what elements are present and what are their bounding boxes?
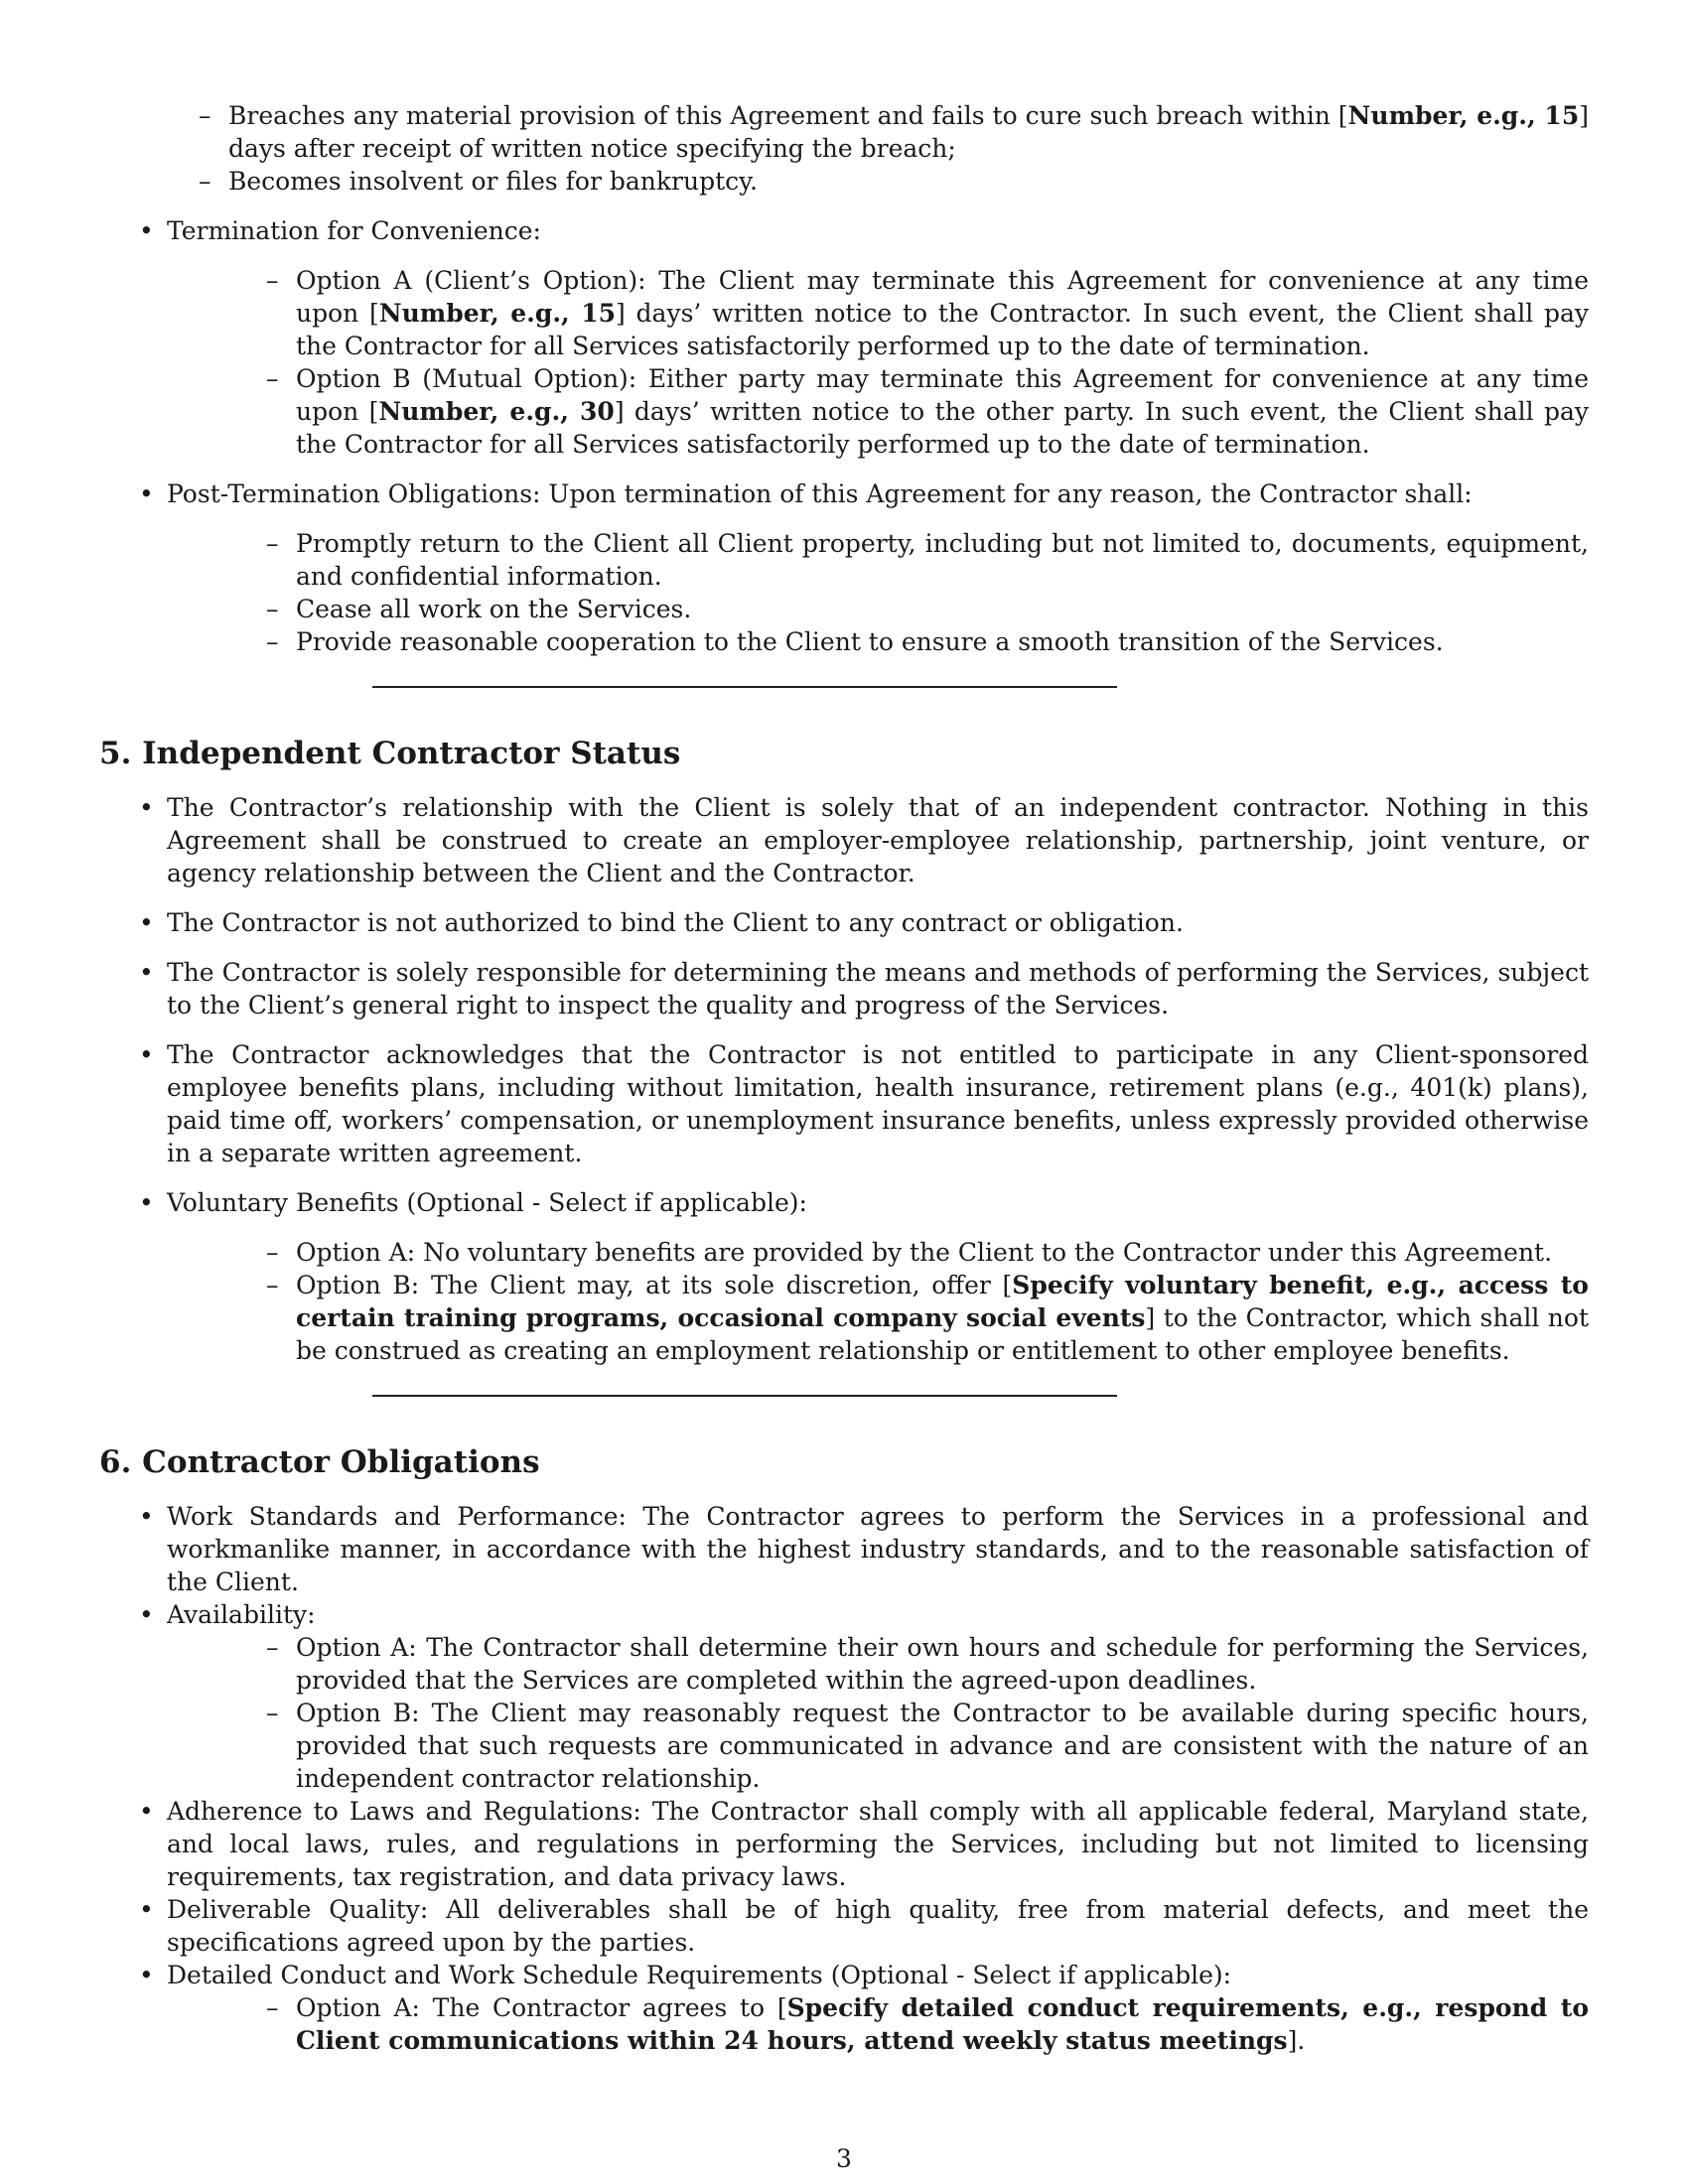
sub-list-item	[99, 165, 1589, 198]
section-divider	[372, 1395, 1117, 1397]
placeholder-field: Number, e.g., 15	[378, 299, 617, 328]
list-item	[99, 1186, 1589, 1367]
sub-list-item	[167, 264, 1589, 362]
sub-list-item	[167, 1269, 1589, 1367]
placeholder-field: Specify detailed conduct requirements, e.g., respond to Client communications within 24 hours, attend weekly status meetings	[296, 1993, 1589, 2055]
text-run: Option B: The Client may reasonably request the Contractor to be available during specific hours, provided that such requests are communicated in advance and are consistent with the nature of an independent contractor relationship.	[296, 1699, 1589, 1793]
page-number: 3	[836, 2144, 852, 2173]
sub-list-item	[167, 1991, 1589, 2057]
list-item	[99, 1500, 1589, 1598]
sub-list-item	[167, 362, 1589, 461]
placeholder-field: Number, e.g., 15	[1347, 101, 1580, 130]
sub-list-item	[167, 1236, 1589, 1269]
list-item-text: • Detailed Conduct and Work Schedule Requirements (Optional - Select if applicable):	[167, 1961, 1232, 1989]
sub-list-item	[167, 527, 1589, 593]
sub-list	[167, 527, 1589, 658]
section-heading-independent-contractor-status: 5. Independent Contractor Status	[99, 736, 681, 771]
sub-list	[167, 1236, 1589, 1367]
list-item-text: • Termination for Convenience:	[167, 216, 541, 245]
sub-list-item	[99, 99, 1589, 165]
text-run: Becomes insolvent or files for bankruptcy.	[228, 167, 758, 196]
sub-list-item	[167, 625, 1589, 658]
sub-list-item	[167, 1697, 1589, 1795]
list-item-text: • Availability:	[167, 1600, 316, 1629]
list-item	[99, 1959, 1589, 2057]
list-item	[99, 956, 1589, 1022]
list-item-text: • Adherence to Laws and Regulations: The Contractor shall comply with all applicable federal, Maryland state, and local laws, rules, and regulations in performing the Services, including but not limited to licensing requirements, tax registration, and data privacy laws.	[167, 1797, 1589, 1891]
text-run: Option A: No voluntary benefits are provided by the Client to the Contractor under this Agreement.	[296, 1238, 1553, 1267]
list-item-text: • Deliverable Quality: All deliverables shall be of high quality, free from material defects, and meet the specifications agreed upon by the parties.	[167, 1895, 1589, 1957]
text-run: ].	[1287, 2026, 1306, 2055]
section-5-list	[99, 791, 1589, 1367]
text-run: Option A: The Contractor agrees to [	[296, 1993, 787, 2022]
sub-list	[167, 1991, 1589, 2057]
text-run: ] days’ written notice to the Contractor. In such event, the Client shall pay the Contractor for all Services satisfactorily performed up to the date of termination.	[296, 299, 1589, 360]
list-item-text: • The Contractor acknowledges that the Contractor is not entitled to participate in any Client-sponsored employee benefits plans, including without limitation, health insurance, retirement plans (e.g., 401(k) plans), paid time off, workers’ compensation, or unemployment insurance benefits, unless expressly provided otherwise in a separate written agreement.	[167, 1040, 1589, 1167]
text-run: ] days after receipt of written notice specifying the breach;	[228, 101, 1589, 163]
text-run: Provide reasonable cooperation to the Client to ensure a smooth transition of the Services.	[296, 627, 1444, 656]
list-item	[99, 906, 1589, 939]
sub-list-item	[167, 1631, 1589, 1697]
sub-list-item	[167, 593, 1589, 625]
list-item	[99, 214, 1589, 461]
list-item-text: • Work Standards and Performance: The Contractor agrees to perform the Services in a professional and workmanlike manner, in accordance with the highest industry standards, and to the reasonable satisfaction of the Client.	[167, 1502, 1589, 1596]
text-run: Option B (Mutual Option): Either party may terminate this Agreement for convenience at any time upon [	[296, 364, 1589, 426]
sub-list	[167, 1631, 1589, 1795]
text-run: Breaches any material provision of this Agreement and fails to cure such breach within [	[228, 101, 1348, 130]
section-6-list	[99, 1500, 1589, 2057]
text-run: Option A (Client’s Option): The Client may terminate this Agreement for convenience at any time upon [	[296, 266, 1589, 328]
text-run: Option A: The Contractor shall determine their own hours and schedule for performing the Services, provided that the Services are completed within the agreed-upon deadlines.	[296, 1633, 1589, 1695]
list-item-text: • Voluntary Benefits (Optional - Select if applicable):	[167, 1188, 807, 1217]
text-run: Option B: The Client may, at its sole discretion, offer [	[296, 1271, 1013, 1299]
section-divider	[372, 686, 1117, 688]
list-item	[99, 1598, 1589, 1795]
list-item	[99, 1893, 1589, 1959]
text-run: ] to the Contractor, which shall not be construed as creating an employment relationship or entitlement to other employee benefits.	[296, 1303, 1589, 1365]
list-item-text: • The Contractor’s relationship with the Client is solely that of an independent contractor. Nothing in this Agreement shall be construed to create an employer-employee relationship, partnership, joint venture, or agency relationship between the Client and the Contractor.	[167, 793, 1589, 887]
text-run: ] days’ written notice to the other party. In such event, the Client shall pay the Contractor for all Services satisfactorily performed up to the date of termination.	[296, 397, 1589, 459]
list-item-text: • The Contractor is not authorized to bind the Client to any contract or obligation.	[167, 908, 1184, 937]
list-item	[99, 1038, 1589, 1169]
termination-list	[99, 214, 1589, 658]
list-item	[99, 478, 1589, 658]
list-item	[99, 1795, 1589, 1893]
page-content	[99, 99, 1589, 2057]
list-item-text: • Post-Termination Obligations: Upon termination of this Agreement for any reason, the Contractor shall:	[167, 479, 1473, 508]
placeholder-field: Number, e.g., 30	[378, 397, 615, 426]
list-item-text: • The Contractor is solely responsible for determining the means and methods of performing the Services, subject to the Client’s general right to inspect the quality and progress of the Services.	[167, 958, 1589, 1020]
text-run: Cease all work on the Services.	[296, 595, 692, 623]
placeholder-field: Specify voluntary benefit, e.g., access to certain training programs, occasional company social events	[296, 1271, 1589, 1332]
section-heading-contractor-obligations: 6. Contractor Obligations	[99, 1444, 540, 1480]
termination-for-cause-list	[99, 99, 1589, 198]
text-run: Promptly return to the Client all Client property, including but not limited to, documents, equipment, and confidential information.	[296, 529, 1589, 591]
sub-list	[167, 264, 1589, 461]
list-item	[99, 791, 1589, 889]
